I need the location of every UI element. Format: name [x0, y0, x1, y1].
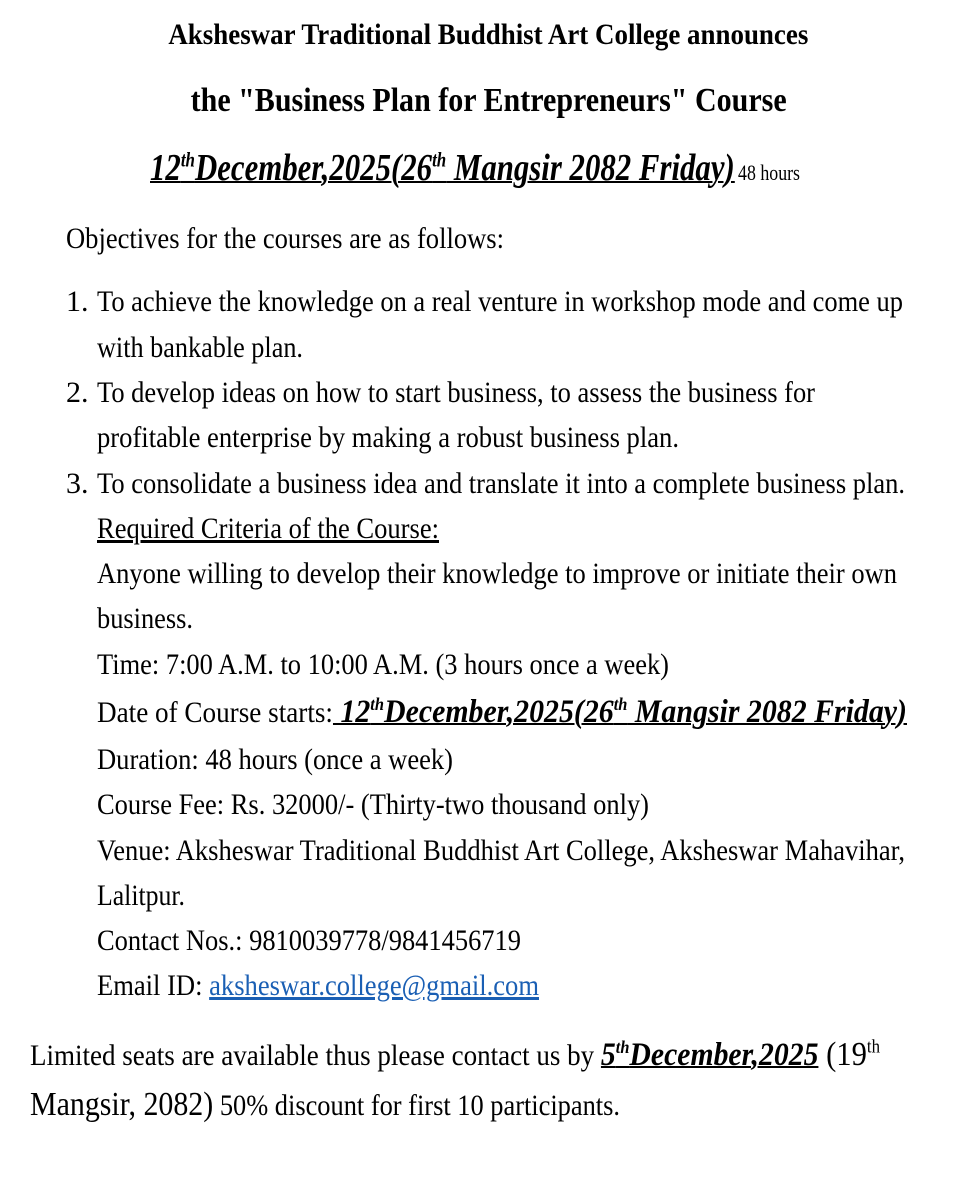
email-label: Email ID: [97, 969, 210, 1002]
objective-1-line-2: with bankable plan. [97, 331, 303, 364]
course-fee: Course Fee: Rs. 32000/- (Thirty-two thousand only) [97, 788, 649, 821]
objective-2-line-2: profitable enterprise by making a robust business plan. [97, 421, 679, 454]
contact-numbers: Contact Nos.: 9810039778/9841456719 [97, 924, 521, 957]
start-date-label: Date of Course starts: [97, 696, 333, 729]
course-start-date [97, 694, 977, 731]
objectives-intro: Objectives for the courses are as follows: [66, 222, 504, 255]
objective-number-3: 3. [66, 467, 89, 500]
venue-line-1: Venue: Aksheswar Traditional Buddhist Art College, Aksheswar Mahavihar, [97, 834, 905, 867]
start-date-value: 12thDecember,2025(26th Mangsir 2082 Friday) [332, 694, 907, 730]
objective-number-2: 2. [66, 376, 89, 409]
date-header [150, 146, 951, 190]
objective-3-line-1: To consolidate a business idea and translate it into a complete business plan. [97, 467, 905, 500]
title-line-1: Aksheswar Traditional Buddhist Art College announces [168, 18, 809, 51]
title-line-2: the "Business Plan for Entrepreneurs" Course [190, 82, 787, 119]
email-row [97, 969, 596, 1003]
footer-line-2: Mangsir, 2082) 50% discount for first 10 participants. [30, 1086, 620, 1123]
course-duration: Duration: 48 hours (once a week) [97, 743, 453, 776]
objective-1-line-1: To achieve the knowledge on a real venture in workshop mode and come up [97, 285, 903, 318]
criteria-line-2: business. [97, 602, 193, 635]
registration-deadline: 5thDecember,2025 [600, 1037, 819, 1073]
criteria-heading: Required Criteria of the Course: [97, 512, 439, 545]
course-hours: 48 hours [738, 160, 800, 185]
venue-line-2: Lalitpur. [97, 879, 185, 912]
date-header-text: 12thDecember,2025(26th Mangsir 2082 Friday) [150, 147, 735, 189]
email-link[interactable]: aksheswar.college@gmail.com [209, 969, 539, 1002]
objective-2-line-1: To develop ideas on how to start business, to assess the business for [97, 376, 815, 409]
course-time: Time: 7:00 A.M. to 10:00 A.M. (3 hours once a week) [97, 648, 669, 681]
objective-number-1: 1. [66, 285, 89, 318]
criteria-line-1: Anyone willing to develop their knowledge to improve or initiate their own [97, 557, 897, 590]
footer-line-1: Limited seats are available thus please contact us by 5thDecember,2025 (19th [30, 1036, 880, 1073]
